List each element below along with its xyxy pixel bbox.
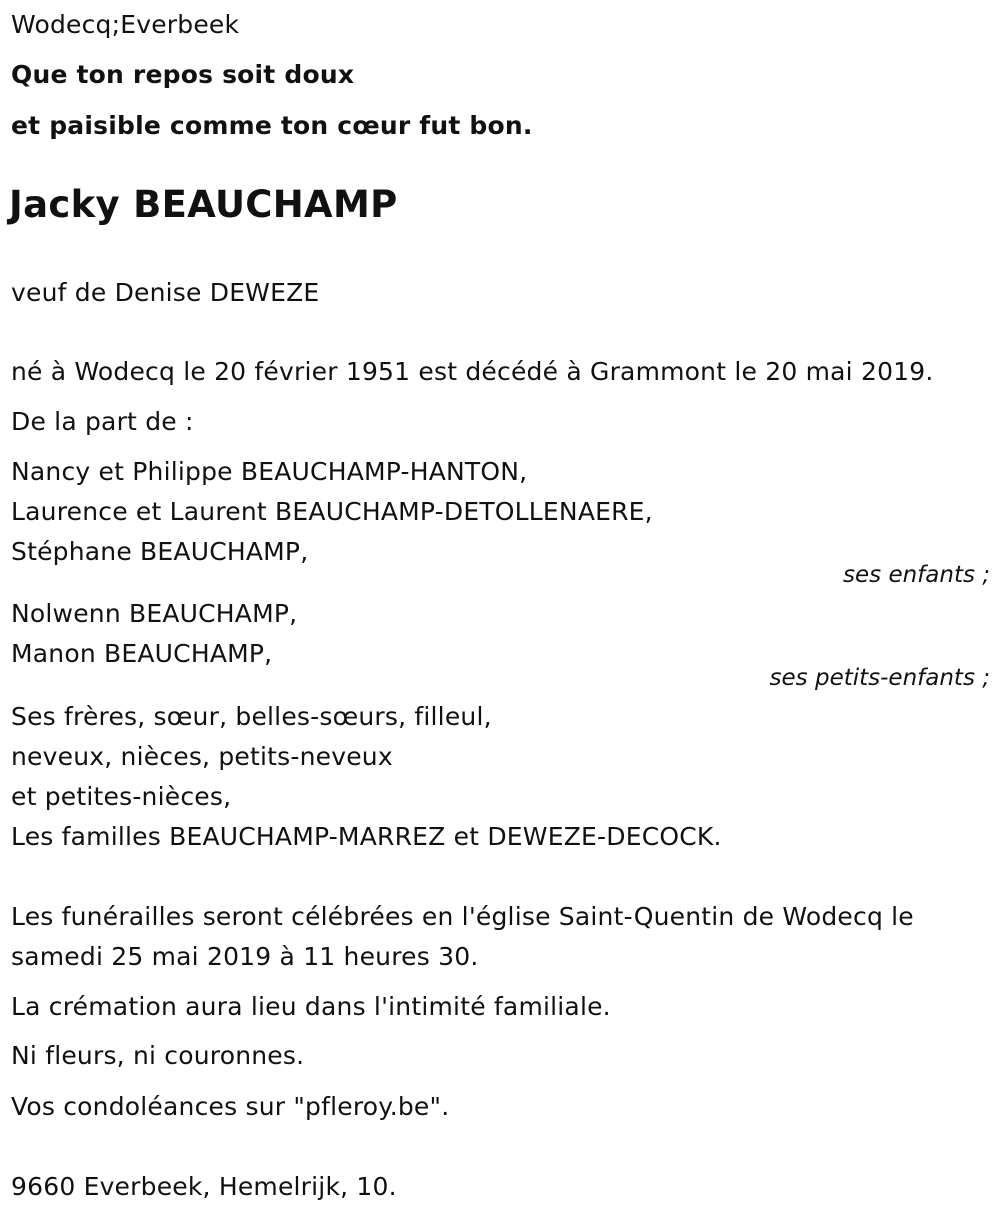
children-label: ses enfants ;	[843, 562, 990, 588]
child-item: Laurence et Laurent BEAUCHAMP-DETOLLENAERE,	[11, 497, 653, 526]
grandchild-item: Manon BEAUCHAMP,	[11, 639, 273, 668]
funeral-line-2: samedi 25 mai 2019 à 11 heures 30.	[11, 942, 479, 971]
spouse-line: veuf de Denise DEWEZE	[11, 278, 320, 307]
flowers-line: Ni fleurs, ni couronnes.	[11, 1041, 305, 1070]
cremation-line: La crémation aura lieu dans l'intimité familiale.	[11, 992, 611, 1021]
funeral-line-1: Les funérailles seront célébrées en l'église Saint-Quentin de Wodecq le	[11, 902, 914, 931]
deceased-name: Jacky BEAUCHAMP	[9, 183, 398, 226]
address-line: 9660 Everbeek, Hemelrijk, 10.	[11, 1172, 397, 1201]
child-item: Nancy et Philippe BEAUCHAMP-HANTON,	[11, 457, 528, 486]
quote-line-2: et paisible comme ton cœur fut bon.	[11, 111, 533, 140]
quote-line-1: Que ton repos soit doux	[11, 60, 355, 89]
child-item: Stéphane BEAUCHAMP,	[11, 537, 309, 566]
family-intro: De la part de :	[11, 407, 194, 436]
locality-header: Wodecq;Everbeek	[11, 10, 240, 39]
birth-death-line: né à Wodecq le 20 février 1951 est décédé à Grammont le 20 mai 2019.	[11, 357, 934, 386]
other-family-line: neveux, nièces, petits-neveux	[11, 742, 393, 771]
grandchild-item: Nolwenn BEAUCHAMP,	[11, 599, 298, 628]
condolences-line: Vos condoléances sur "pfleroy.be".	[11, 1092, 450, 1121]
other-family-line: Les familles BEAUCHAMP-MARREZ et DEWEZE-DECOCK.	[11, 822, 722, 851]
other-family-line: et petites-nièces,	[11, 782, 232, 811]
other-family-line: Ses frères, sœur, belles-sœurs, filleul,	[11, 702, 492, 731]
grandchildren-label: ses petits-enfants ;	[769, 665, 990, 691]
